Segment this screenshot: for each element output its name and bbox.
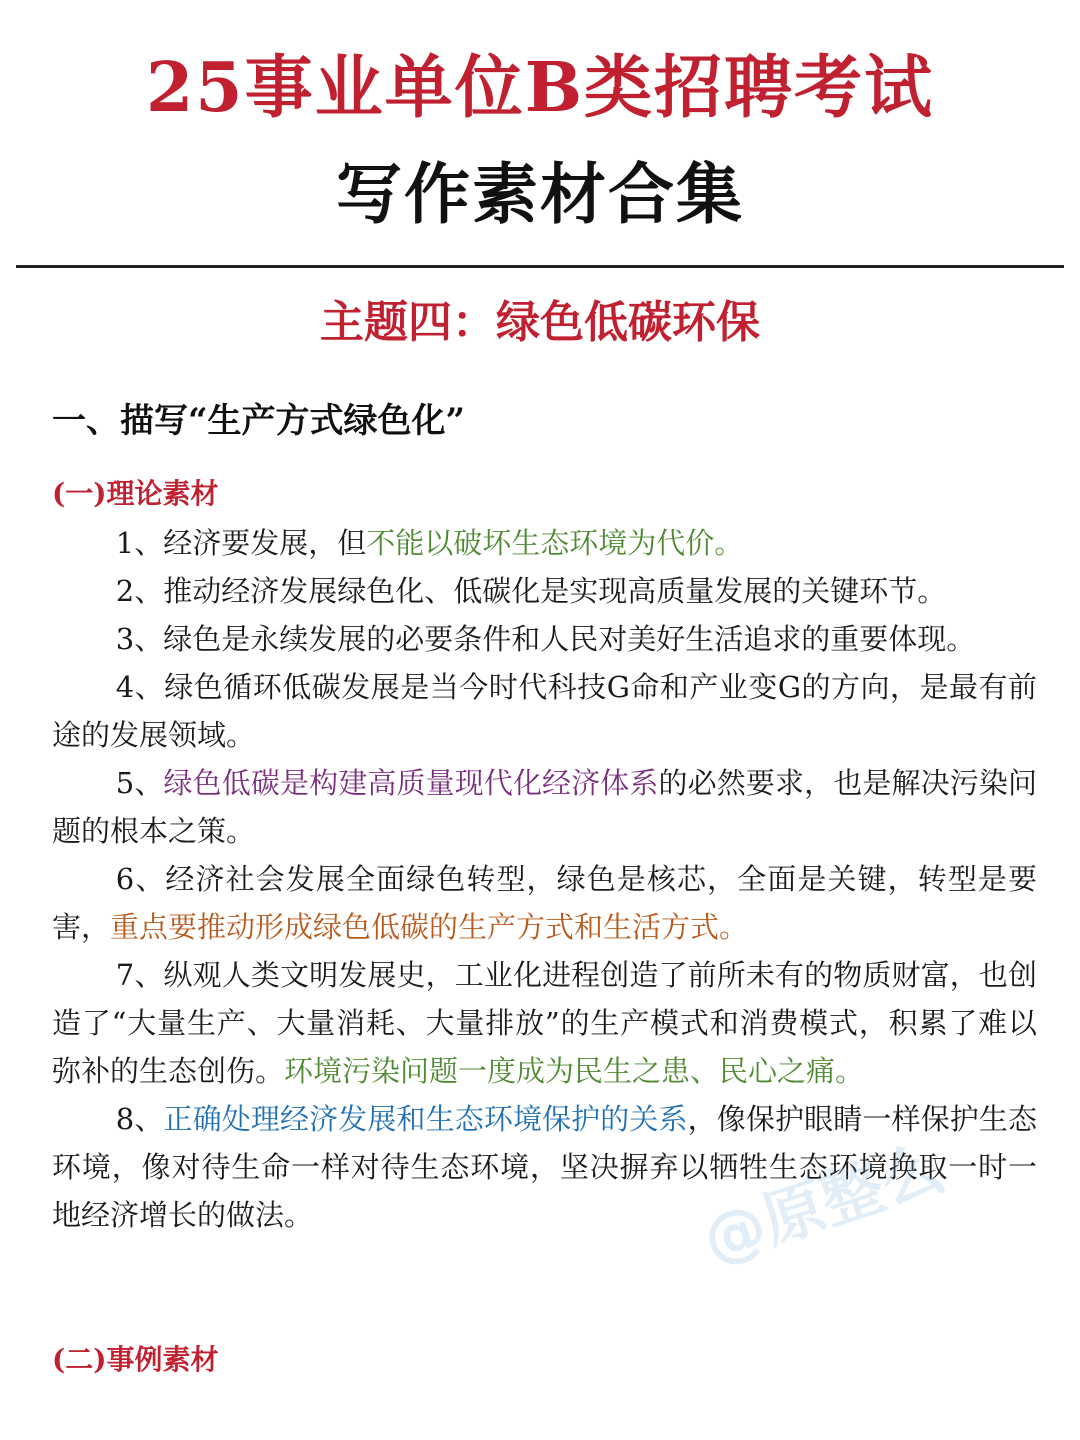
divider-rule [16,265,1064,268]
section-heading: 一、描写“生产方式绿色化” [52,401,466,441]
title-line-2: 写作素材合集 [308,148,772,240]
highlighted-text: 重点要推动形成绿色低碳的生产方式和生活方式。 [110,910,749,944]
theory-item [52,663,1037,759]
item-text: 2、推动经济发展绿色化、低碳化是实现高质量发展的关键环节。 [115,574,947,608]
theory-item [52,855,1037,951]
item-text: 7、纵观人类文明发展史，工业化进程创造了前所未有的物质财富，也创造了“大量生产、大量消耗、大量排放”的生产模式和消费模式，积累了难以弥补的生态创伤。 [52,958,1037,1088]
theme-heading: 主题四：绿色低碳环保 [320,297,760,348]
theory-item [52,951,1037,1095]
theory-item [52,519,1037,567]
title-line-1: 25事业单位B类招聘考试 [145,48,935,128]
highlighted-text: 环境污染问题一度成为民生之患、民心之痛。 [284,1054,865,1088]
title-line-2-wrap [0,148,1080,240]
item-text: 1、经济要发展，但 [115,526,367,560]
highlighted-text: 正确处理经济发展和生态环境保护的关系 [163,1102,688,1136]
watermark-text: @原整么 [694,1130,953,1277]
highlighted-text: 不能以破坏生态环境为代价。 [366,526,744,560]
theory-item [52,759,1037,855]
item-text: 6、经济社会发展全面绿色转型，绿色是核芯，全面是关键，转型是要害， [52,862,1037,944]
item-text: 5、 [115,766,164,800]
item-text: 4、绿色循环低碳发展是当今时代科技G命和产业变G的方向，是最有前途的发展领域。 [52,670,1037,752]
highlighted-text: 绿色低碳是构建高质量现代化经济体系 [163,766,659,800]
item-text: 8、 [115,1102,164,1136]
theory-item [52,615,1037,663]
item-text: ，像保护眼睛一样保护生态环境，像对待生命一样对待生态环境，坚决摒弃以牺牲生态环境换取一时一地经济增长的做法。 [52,1102,1037,1232]
item-text: 3、绿色是永续发展的必要条件和人民对美好生活追求的重要体现。 [115,622,976,656]
item-text: 的必然要求，也是解决污染问题的根本之策。 [52,766,1037,848]
theory-item [52,567,1037,615]
subsection-heading-theory: (一)理论素材 [52,477,219,510]
subsection-heading-examples: (二)事例素材 [52,1343,219,1376]
